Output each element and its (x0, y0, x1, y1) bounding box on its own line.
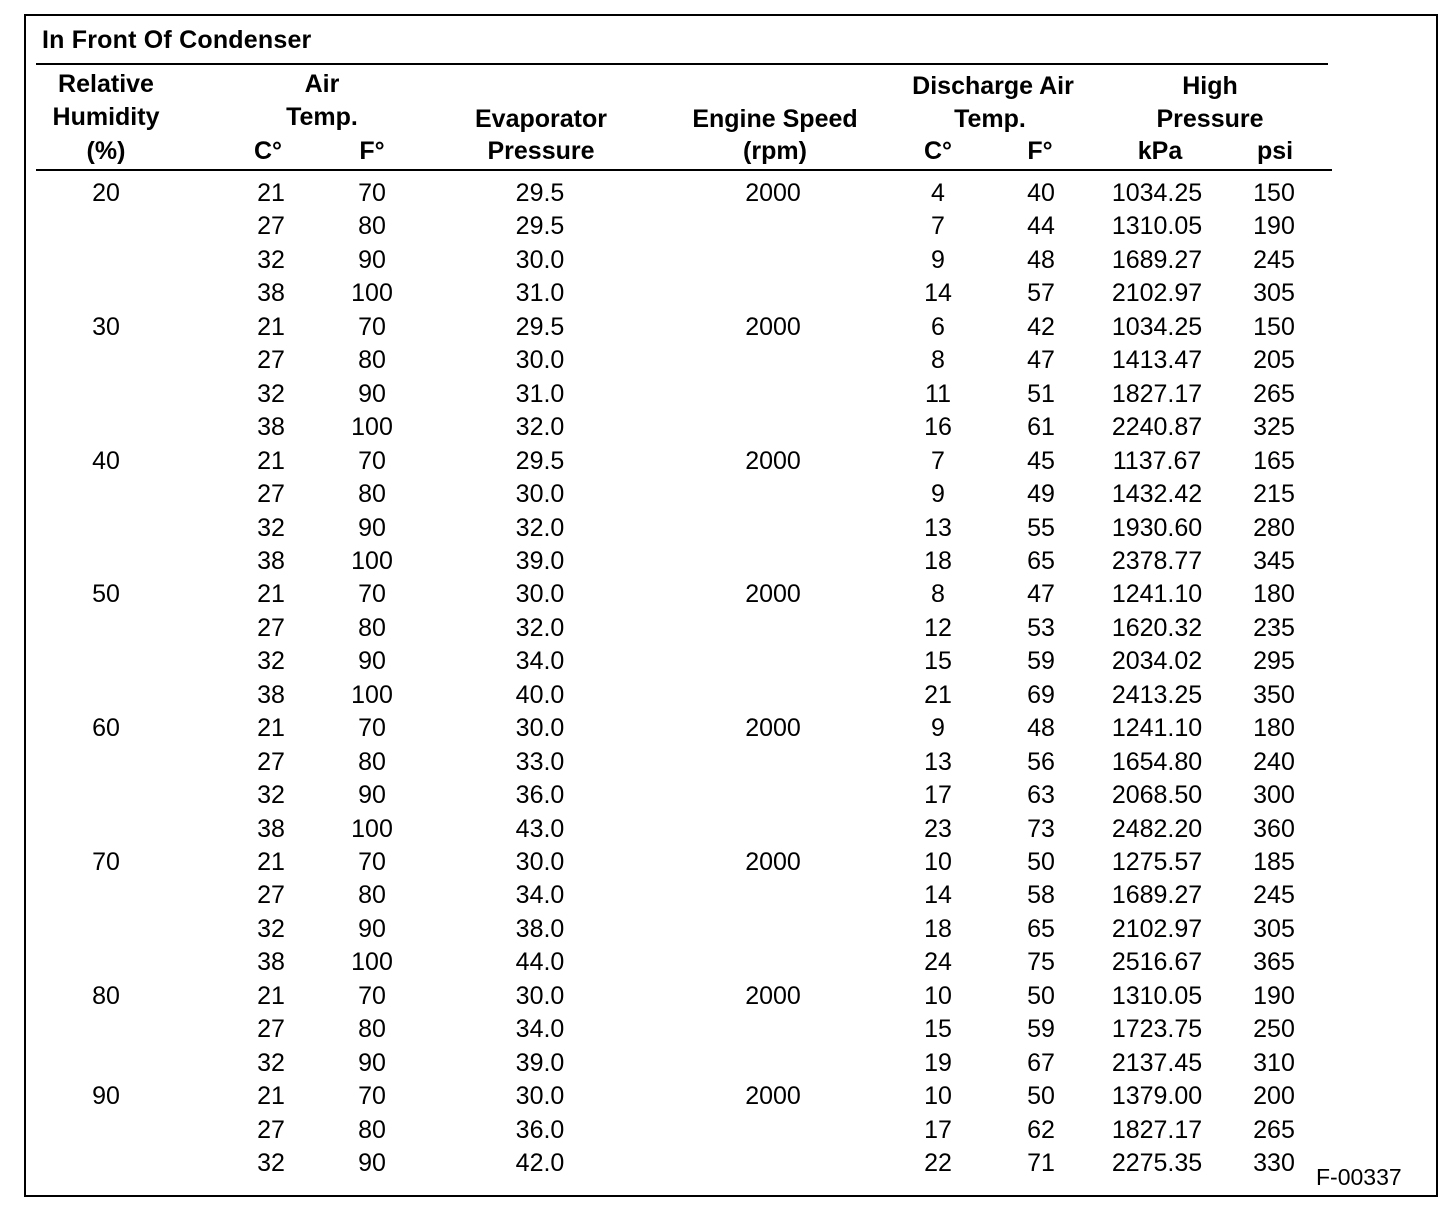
cell-air-temp-f: 100 (351, 546, 393, 575)
cell-discharge-temp-f: 59 (1027, 1015, 1055, 1044)
cell-discharge-temp-f: 75 (1027, 948, 1055, 977)
cell-discharge-temp-f: 47 (1027, 346, 1055, 375)
cell-air-temp-f: 70 (358, 580, 386, 609)
cell-discharge-temp-f: 55 (1027, 513, 1055, 542)
cell-discharge-temp-c: 9 (931, 714, 945, 743)
cell-discharge-temp-f: 63 (1027, 781, 1055, 810)
title-rule (36, 63, 1328, 65)
cell-discharge-temp-f: 65 (1027, 914, 1055, 943)
header-high-line2: Pressure (1156, 105, 1264, 133)
table-row (0, 644, 1456, 678)
cell-discharge-temp-f: 49 (1027, 480, 1055, 509)
cell-air-temp-f: 80 (358, 1015, 386, 1044)
cell-discharge-temp-f: 48 (1027, 245, 1055, 274)
cell-air-temp-f: 80 (358, 346, 386, 375)
table-row (0, 611, 1456, 645)
cell-air-temp-f: 70 (358, 981, 386, 1010)
cell-engine-speed: 2000 (745, 312, 801, 341)
header-air-c: C° (253, 137, 283, 165)
cell-high-pressure-psi: 305 (1253, 279, 1295, 308)
cell-evaporator-pressure: 38.0 (515, 914, 565, 943)
cell-air-temp-c: 21 (257, 179, 285, 207)
cell-discharge-temp-c: 9 (931, 480, 945, 509)
cell-air-temp-c: 21 (257, 981, 285, 1010)
cell-evaporator-pressure: 32.0 (515, 413, 565, 442)
cell-high-pressure-kpa: 2240.87 (1111, 413, 1203, 442)
cell-discharge-temp-c: 18 (924, 546, 952, 575)
table-row (0, 310, 1456, 344)
table-row (0, 444, 1456, 478)
table-row (0, 1079, 1456, 1113)
cell-discharge-temp-c: 15 (924, 1015, 952, 1044)
cell-air-temp-c: 27 (257, 881, 285, 910)
cell-discharge-temp-c: 6 (931, 312, 945, 341)
header-engine-line2: (rpm) (743, 137, 807, 165)
cell-evaporator-pressure: 30.0 (515, 714, 565, 743)
table-row (0, 209, 1456, 243)
cell-high-pressure-kpa: 2102.97 (1111, 914, 1203, 943)
cell-evaporator-pressure: 31.0 (515, 279, 565, 308)
header-evap-line1: Evaporator (475, 105, 607, 133)
cell-evaporator-pressure: 44.0 (515, 948, 565, 977)
cell-discharge-temp-c: 13 (924, 747, 952, 776)
cell-evaporator-pressure: 34.0 (515, 1015, 565, 1044)
cell-discharge-temp-c: 24 (924, 948, 952, 977)
table-row (0, 745, 1456, 779)
cell-discharge-temp-f: 61 (1027, 413, 1055, 442)
cell-high-pressure-psi: 345 (1253, 546, 1295, 575)
cell-discharge-temp-f: 42 (1027, 312, 1055, 341)
cell-evaporator-pressure: 34.0 (515, 881, 565, 910)
cell-relative-humidity: 60 (92, 714, 120, 743)
header-rh-line2: Humidity (52, 103, 160, 131)
cell-evaporator-pressure: 30.0 (515, 580, 565, 609)
cell-air-temp-c: 27 (257, 613, 285, 642)
cell-high-pressure-kpa: 1689.27 (1111, 245, 1203, 274)
cell-high-pressure-kpa: 2378.77 (1111, 546, 1203, 575)
cell-discharge-temp-c: 8 (931, 580, 945, 609)
cell-high-pressure-psi: 240 (1253, 747, 1295, 776)
cell-discharge-temp-c: 9 (931, 245, 945, 274)
cell-discharge-temp-f: 71 (1027, 1149, 1055, 1178)
table-row (0, 577, 1456, 611)
table-row (0, 1146, 1456, 1180)
cell-high-pressure-kpa: 2068.50 (1111, 781, 1203, 810)
cell-high-pressure-psi: 165 (1253, 446, 1295, 475)
cell-air-temp-c: 32 (257, 1149, 285, 1178)
cell-air-temp-f: 90 (358, 647, 386, 676)
cell-high-pressure-psi: 200 (1253, 1082, 1295, 1111)
cell-high-pressure-psi: 185 (1253, 848, 1295, 876)
cell-discharge-temp-c: 10 (924, 981, 952, 1010)
cell-high-pressure-kpa: 2275.35 (1111, 1149, 1203, 1178)
cell-discharge-temp-c: 19 (924, 1048, 952, 1077)
cell-high-pressure-psi: 245 (1253, 245, 1295, 274)
cell-air-temp-c: 21 (257, 714, 285, 743)
header-evap-line2: Pressure (487, 137, 595, 165)
cell-high-pressure-kpa: 2516.67 (1111, 948, 1203, 977)
cell-air-temp-f: 100 (351, 680, 393, 709)
cell-discharge-temp-f: 48 (1027, 714, 1055, 743)
cell-air-temp-f: 80 (358, 480, 386, 509)
cell-high-pressure-kpa: 2102.97 (1111, 279, 1203, 308)
header-rule (36, 169, 1332, 171)
cell-air-temp-c: 32 (257, 1048, 285, 1077)
cell-air-temp-c: 38 (257, 814, 285, 843)
cell-discharge-temp-f: 44 (1027, 212, 1055, 241)
cell-high-pressure-kpa: 1689.27 (1111, 881, 1203, 910)
cell-high-pressure-kpa: 2034.02 (1111, 647, 1203, 676)
cell-air-temp-f: 90 (358, 1048, 386, 1077)
cell-high-pressure-kpa: 1137.67 (1112, 446, 1202, 475)
cell-discharge-temp-c: 23 (924, 814, 952, 843)
header-air-line2: Temp. (286, 103, 358, 131)
cell-evaporator-pressure: 30.0 (515, 245, 565, 274)
cell-discharge-temp-c: 17 (924, 781, 952, 810)
table-row (0, 678, 1456, 712)
cell-air-temp-c: 32 (257, 647, 285, 676)
cell-discharge-temp-c: 21 (924, 680, 952, 709)
table-row (0, 845, 1456, 879)
cell-air-temp-c: 38 (257, 948, 285, 977)
table-row (0, 511, 1456, 545)
cell-discharge-temp-f: 47 (1027, 580, 1055, 609)
cell-air-temp-c: 21 (257, 312, 285, 341)
cell-evaporator-pressure: 40.0 (515, 680, 565, 709)
cell-high-pressure-psi: 205 (1253, 346, 1295, 375)
cell-high-pressure-psi: 150 (1253, 179, 1295, 207)
cell-discharge-temp-f: 51 (1027, 379, 1055, 408)
cell-discharge-temp-c: 14 (924, 279, 952, 308)
cell-air-temp-f: 70 (358, 179, 386, 207)
cell-high-pressure-psi: 180 (1253, 714, 1295, 743)
cell-air-temp-c: 27 (257, 480, 285, 509)
figure-reference: F-00337 (1316, 1164, 1402, 1190)
cell-air-temp-f: 90 (358, 1149, 386, 1178)
cell-air-temp-f: 90 (358, 513, 386, 542)
cell-high-pressure-kpa: 1310.05 (1111, 981, 1203, 1010)
cell-relative-humidity: 90 (92, 1082, 120, 1111)
cell-air-temp-c: 21 (257, 1082, 285, 1111)
cell-high-pressure-psi: 250 (1253, 1015, 1295, 1044)
header-discharge-line2: Temp. (954, 105, 1026, 133)
cell-discharge-temp-f: 50 (1027, 848, 1055, 876)
cell-high-pressure-kpa: 1241.10 (1111, 580, 1203, 609)
cell-discharge-temp-c: 8 (931, 346, 945, 375)
cell-air-temp-f: 80 (358, 1115, 386, 1144)
cell-high-pressure-psi: 190 (1253, 981, 1295, 1010)
cell-evaporator-pressure: 30.0 (515, 346, 565, 375)
cell-high-pressure-psi: 310 (1253, 1048, 1295, 1077)
cell-air-temp-c: 38 (257, 413, 285, 442)
cell-discharge-temp-f: 73 (1027, 814, 1055, 843)
cell-high-pressure-kpa: 1827.17 (1111, 379, 1203, 408)
cell-air-temp-c: 21 (257, 848, 285, 876)
cell-high-pressure-kpa: 1432.42 (1111, 480, 1203, 509)
cell-high-pressure-kpa: 1034.25 (1111, 312, 1203, 341)
cell-high-pressure-kpa: 1930.60 (1111, 513, 1203, 542)
cell-air-temp-c: 32 (257, 781, 285, 810)
cell-evaporator-pressure: 30.0 (515, 480, 565, 509)
cell-discharge-temp-f: 69 (1027, 680, 1055, 709)
cell-discharge-temp-c: 16 (924, 413, 952, 442)
cell-high-pressure-kpa: 1310.05 (1111, 212, 1203, 241)
cell-discharge-temp-c: 14 (924, 881, 952, 910)
cell-high-pressure-psi: 330 (1253, 1149, 1295, 1178)
cell-evaporator-pressure: 32.0 (515, 513, 565, 542)
cell-high-pressure-psi: 215 (1253, 480, 1295, 509)
cell-high-pressure-kpa: 1275.57 (1111, 848, 1203, 876)
cell-discharge-temp-c: 7 (931, 446, 945, 475)
cell-discharge-temp-c: 17 (924, 1115, 952, 1144)
cell-discharge-temp-f: 50 (1027, 1082, 1055, 1111)
cell-engine-speed: 2000 (745, 1082, 801, 1111)
header-high-psi: psi (1256, 137, 1294, 165)
table-row (0, 343, 1456, 377)
cell-discharge-temp-f: 67 (1027, 1048, 1055, 1077)
cell-discharge-temp-c: 18 (924, 914, 952, 943)
table-row (0, 812, 1456, 846)
cell-relative-humidity: 70 (92, 848, 120, 876)
cell-discharge-temp-c: 13 (924, 513, 952, 542)
cell-discharge-temp-c: 7 (931, 212, 945, 241)
cell-air-temp-f: 80 (358, 613, 386, 642)
table-row (0, 544, 1456, 578)
cell-air-temp-c: 27 (257, 212, 285, 241)
cell-evaporator-pressure: 29.5 (515, 312, 565, 341)
cell-evaporator-pressure: 29.5 (515, 212, 565, 241)
cell-high-pressure-psi: 180 (1253, 580, 1295, 609)
cell-discharge-temp-f: 56 (1027, 747, 1055, 776)
cell-engine-speed: 2000 (745, 981, 801, 1010)
cell-evaporator-pressure: 30.0 (515, 1082, 565, 1111)
cell-air-temp-f: 100 (351, 279, 393, 308)
cell-high-pressure-kpa: 1827.17 (1111, 1115, 1203, 1144)
cell-air-temp-f: 90 (358, 379, 386, 408)
cell-discharge-temp-f: 62 (1027, 1115, 1055, 1144)
cell-discharge-temp-f: 59 (1027, 647, 1055, 676)
cell-high-pressure-kpa: 1620.32 (1111, 613, 1203, 642)
cell-high-pressure-psi: 300 (1253, 781, 1295, 810)
header-rh-line3: (%) (86, 137, 126, 165)
cell-discharge-temp-f: 50 (1027, 981, 1055, 1010)
table-row (0, 477, 1456, 511)
cell-high-pressure-kpa: 1723.75 (1111, 1015, 1203, 1044)
cell-air-temp-f: 70 (358, 312, 386, 341)
table-row (0, 410, 1456, 444)
table-row (0, 243, 1456, 277)
cell-engine-speed: 2000 (745, 446, 801, 475)
cell-air-temp-f: 70 (358, 848, 386, 876)
cell-air-temp-c: 32 (257, 513, 285, 542)
cell-high-pressure-psi: 150 (1253, 312, 1295, 341)
cell-air-temp-f: 90 (358, 245, 386, 274)
cell-evaporator-pressure: 36.0 (515, 781, 565, 810)
table-row (0, 1113, 1456, 1147)
header-discharge-c: C° (923, 137, 953, 165)
cell-high-pressure-psi: 295 (1253, 647, 1295, 676)
cell-evaporator-pressure: 39.0 (515, 546, 565, 575)
cell-air-temp-f: 80 (358, 212, 386, 241)
cell-evaporator-pressure: 36.0 (515, 1115, 565, 1144)
table-row (0, 1012, 1456, 1046)
cell-engine-speed: 2000 (745, 714, 801, 743)
cell-high-pressure-kpa: 2413.25 (1111, 680, 1203, 709)
cell-air-temp-c: 38 (257, 680, 285, 709)
cell-evaporator-pressure: 32.0 (515, 613, 565, 642)
cell-air-temp-f: 80 (358, 881, 386, 910)
cell-discharge-temp-f: 58 (1027, 881, 1055, 910)
cell-relative-humidity: 50 (92, 580, 120, 609)
cell-evaporator-pressure: 42.0 (515, 1149, 565, 1178)
cell-high-pressure-kpa: 1034.25 (1111, 179, 1203, 207)
cell-high-pressure-psi: 190 (1253, 212, 1295, 241)
table-row (0, 979, 1456, 1013)
header-high-line1: High (1182, 72, 1238, 100)
cell-air-temp-c: 27 (257, 747, 285, 776)
cell-air-temp-f: 100 (351, 814, 393, 843)
cell-high-pressure-psi: 265 (1253, 379, 1295, 408)
cell-high-pressure-kpa: 1241.10 (1111, 714, 1203, 743)
cell-high-pressure-kpa: 2482.20 (1111, 814, 1203, 843)
cell-relative-humidity: 40 (92, 446, 120, 475)
cell-evaporator-pressure: 29.5 (515, 179, 565, 207)
cell-air-temp-f: 90 (358, 781, 386, 810)
cell-discharge-temp-c: 12 (924, 613, 952, 642)
table-row (0, 276, 1456, 310)
table-row (0, 878, 1456, 912)
cell-air-temp-c: 38 (257, 546, 285, 575)
cell-discharge-temp-c: 10 (924, 848, 952, 876)
table-row (0, 1046, 1456, 1080)
cell-air-temp-c: 32 (257, 245, 285, 274)
cell-air-temp-f: 80 (358, 747, 386, 776)
cell-evaporator-pressure: 39.0 (515, 1048, 565, 1077)
cell-high-pressure-kpa: 1379.00 (1111, 1082, 1203, 1111)
cell-high-pressure-psi: 360 (1253, 814, 1295, 843)
cell-evaporator-pressure: 33.0 (515, 747, 565, 776)
cell-air-temp-f: 90 (358, 914, 386, 943)
header-rh-line1: Relative (58, 70, 154, 98)
cell-engine-speed: 2000 (745, 179, 801, 207)
cell-high-pressure-psi: 245 (1253, 881, 1295, 910)
cell-high-pressure-psi: 305 (1253, 914, 1295, 943)
cell-discharge-temp-c: 10 (924, 1082, 952, 1111)
cell-air-temp-f: 70 (358, 446, 386, 475)
table-row (0, 711, 1456, 745)
cell-evaporator-pressure: 43.0 (515, 814, 565, 843)
cell-air-temp-c: 32 (257, 379, 285, 408)
cell-high-pressure-psi: 325 (1253, 413, 1295, 442)
cell-air-temp-f: 70 (358, 714, 386, 743)
cell-air-temp-c: 27 (257, 1015, 285, 1044)
cell-discharge-temp-c: 4 (931, 179, 945, 207)
cell-relative-humidity: 30 (92, 312, 120, 341)
cell-air-temp-c: 38 (257, 279, 285, 308)
cell-high-pressure-psi: 350 (1253, 680, 1295, 709)
cell-evaporator-pressure: 30.0 (515, 848, 565, 876)
header-air-line1: Air (304, 70, 340, 98)
cell-evaporator-pressure: 34.0 (515, 647, 565, 676)
cell-discharge-temp-f: 57 (1027, 279, 1055, 308)
cell-air-temp-f: 70 (358, 1082, 386, 1111)
cell-high-pressure-psi: 265 (1253, 1115, 1295, 1144)
cell-high-pressure-kpa: 1413.47 (1111, 346, 1203, 375)
header-engine-line1: Engine Speed (692, 105, 858, 133)
cell-discharge-temp-c: 15 (924, 647, 952, 676)
cell-relative-humidity: 80 (92, 981, 120, 1010)
cell-discharge-temp-f: 65 (1027, 546, 1055, 575)
cell-discharge-temp-c: 22 (924, 1149, 952, 1178)
table-row (0, 912, 1456, 946)
cell-evaporator-pressure: 31.0 (515, 379, 565, 408)
cell-air-temp-c: 32 (257, 914, 285, 943)
cell-engine-speed: 2000 (745, 580, 801, 609)
cell-evaporator-pressure: 29.5 (515, 446, 565, 475)
header-discharge-f: F° (1027, 137, 1053, 165)
table-row (0, 945, 1456, 979)
cell-discharge-temp-c: 11 (925, 379, 951, 408)
cell-discharge-temp-f: 53 (1027, 613, 1055, 642)
cell-high-pressure-psi: 280 (1253, 513, 1295, 542)
cell-air-temp-c: 27 (257, 1115, 285, 1144)
cell-air-temp-f: 100 (351, 948, 393, 977)
header-high-kpa: kPa (1137, 137, 1183, 165)
cell-air-temp-c: 21 (257, 580, 285, 609)
cell-high-pressure-psi: 365 (1253, 948, 1295, 977)
header-discharge-line1: Discharge Air (912, 72, 1074, 100)
cell-discharge-temp-f: 45 (1027, 446, 1055, 475)
cell-engine-speed: 2000 (745, 848, 801, 876)
cell-relative-humidity: 20 (92, 179, 120, 207)
cell-high-pressure-psi: 235 (1253, 613, 1295, 642)
table-row (0, 778, 1456, 812)
cell-high-pressure-kpa: 1654.80 (1111, 747, 1203, 776)
cell-high-pressure-kpa: 2137.45 (1111, 1048, 1203, 1077)
header-air-f: F° (359, 137, 385, 165)
cell-air-temp-c: 21 (257, 446, 285, 475)
section-title: In Front Of Condenser (42, 26, 312, 54)
cell-air-temp-f: 100 (351, 413, 393, 442)
cell-air-temp-c: 27 (257, 346, 285, 375)
table-row (0, 176, 1456, 210)
cell-evaporator-pressure: 30.0 (515, 981, 565, 1010)
table-row (0, 377, 1456, 411)
cell-discharge-temp-f: 40 (1027, 179, 1055, 207)
